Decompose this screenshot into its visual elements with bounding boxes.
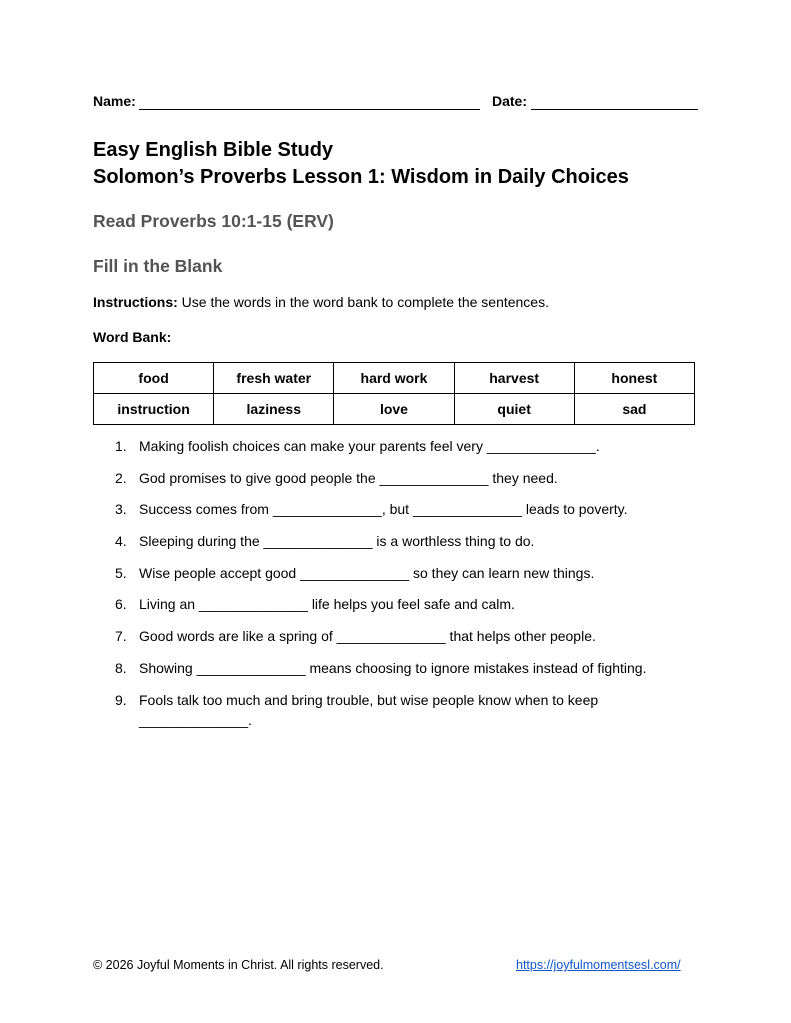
word-bank-cell: love xyxy=(334,394,454,425)
page-title xyxy=(93,137,629,191)
word-bank-cell: quiet xyxy=(454,394,574,425)
question-text: Wise people accept good ______________ so they can learn new things. xyxy=(139,564,595,581)
question-number: 4. xyxy=(115,533,127,550)
word-bank-cell: laziness xyxy=(214,394,334,425)
word-bank-table xyxy=(93,362,695,425)
name-blank-line xyxy=(139,109,480,110)
word-bank-cell: honest xyxy=(574,363,694,394)
word-bank-cell: sad xyxy=(574,394,694,425)
instructions-text: Use the words in the word bank to complete the sentences. xyxy=(177,294,549,310)
section-heading: Fill in the Blank xyxy=(93,256,223,276)
instructions-label: Instructions: xyxy=(93,294,178,310)
question-item xyxy=(93,690,699,730)
word-bank-cell: instruction xyxy=(94,394,214,425)
question-text: Showing ______________ means choosing to ignore mistakes instead of fighting. xyxy=(139,659,647,676)
question-text: Success comes from ______________, but ______________ leads to poverty. xyxy=(139,501,628,518)
question-item xyxy=(93,531,699,551)
title-line-1: Easy English Bible Study xyxy=(93,139,334,161)
word-bank-row xyxy=(94,394,695,425)
question-item xyxy=(93,626,699,646)
question-number: 9. xyxy=(115,691,127,708)
question-text: Making foolish choices can make your parents feel very ______________. xyxy=(139,438,600,454)
question-item xyxy=(93,436,699,456)
question-text: Living an ______________ life helps you feel safe and calm. xyxy=(139,596,515,613)
word-bank-cell: harvest xyxy=(454,363,574,394)
website-link[interactable]: https://joyfulmomentsesl.com/ xyxy=(516,958,681,972)
question-text: Sleeping during the ______________ is a worthless thing to do. xyxy=(139,533,535,550)
title-line-2: Solomon’s Proverbs Lesson 1: Wisdom in Daily Choices xyxy=(93,166,629,188)
word-bank-cell: hard work xyxy=(334,363,454,394)
question-number: 3. xyxy=(115,501,127,518)
question-number: 7. xyxy=(115,628,127,645)
question-number: 8. xyxy=(115,659,127,676)
question-text: God promises to give good people the ______________ they need. xyxy=(139,469,558,486)
question-item xyxy=(93,499,699,519)
question-item xyxy=(93,594,699,614)
name-label: Name: xyxy=(93,93,136,109)
question-number: 1. xyxy=(115,438,127,454)
question-item xyxy=(93,468,699,488)
date-label: Date: xyxy=(492,93,528,109)
copyright-notice: © 2026 Joyful Moments in Christ. All rights reserved. xyxy=(93,958,384,972)
question-number: 6. xyxy=(115,596,127,613)
reading-heading: Read Proverbs 10:1-15 (ERV) xyxy=(93,211,334,231)
instructions xyxy=(93,294,549,310)
question-number: 5. xyxy=(115,564,127,581)
question-text: Fools talk too much and bring trouble, but wise people know when to keep ______________. xyxy=(139,691,599,728)
date-blank-line xyxy=(531,109,698,110)
word-bank-row xyxy=(94,363,695,394)
word-bank-label: Word Bank: xyxy=(93,329,172,345)
question-text: Good words are like a spring of ______________ that helps other people. xyxy=(139,628,596,645)
question-number: 2. xyxy=(115,469,127,486)
question-item xyxy=(93,563,699,583)
word-bank-cell: food xyxy=(94,363,214,394)
word-bank-cell: fresh water xyxy=(214,363,334,394)
question-list xyxy=(93,436,699,741)
question-item xyxy=(93,658,699,678)
